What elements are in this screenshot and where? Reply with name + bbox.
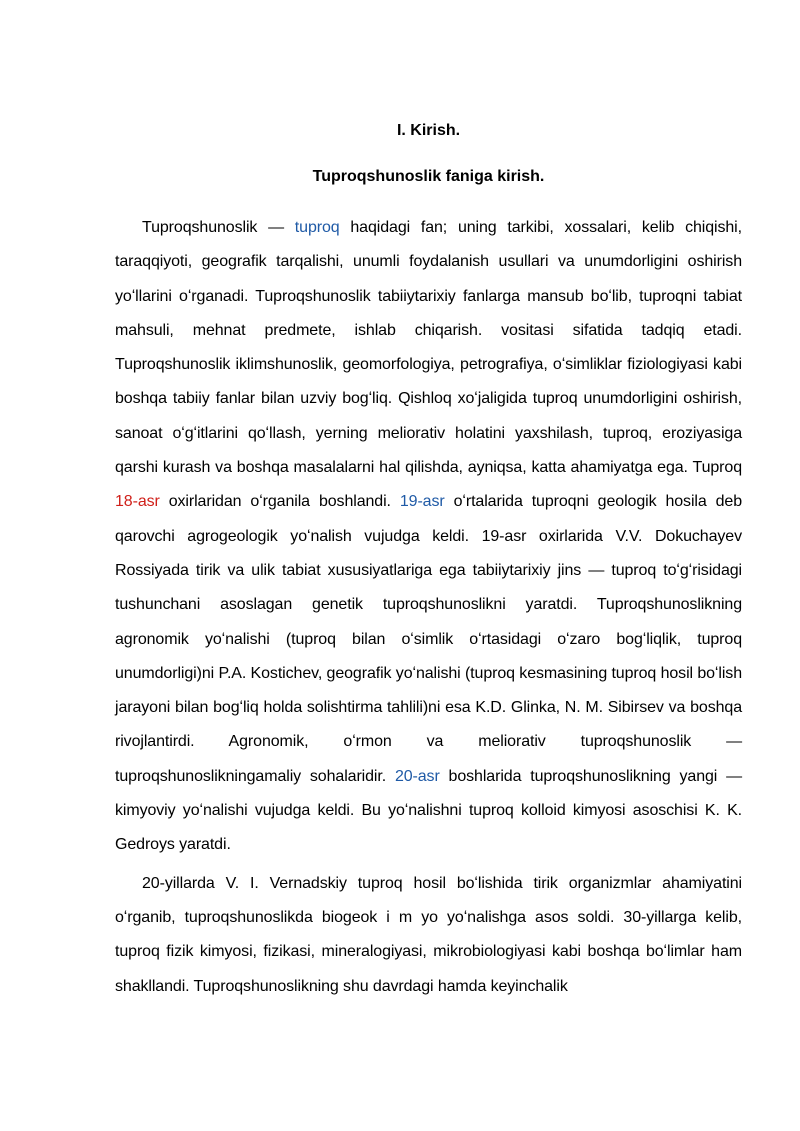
paragraph-2: 20-yillarda V. I. Vernadskiy tuproq hosil boʻlishida tirik organizmlar ahamiyatini oʻrganib, tuproqshunoslikda biogeok i m yo yoʻnalishga asos soldi. 30-yillarga kelib, tuproq fizik kimyosi, fizikasi, mineralogiyasi, mikrobiologiyasi kabi boshqa boʻlimlar ham shakllandi. Tuproqshunoslikning shu davrdagi hamda keyinchalik xyxy=(115,874,742,995)
paragraph-1-text-4: oʻrtalarida tuproqni geologik hosila deb qarovchi agrogeologik yoʻnalish vujudga keldi. 19-asr oxirlarida V.V. Dokuchayev Rossiyada tirik va ulik tabiat xususiyatlariga ega tabiiytarixiy jins — tuproq toʻgʻrisidagi tushunchani asoslagan genetik tuproqshunoslikni yaratdi. Tuproqshunoslikning agronomik yoʻnalishi (tuproq bilan oʻsimlik oʻrtasidagi oʻzaro bogʻliqlik, tuproq unumdorligi)ni P.A. Kostichev, geografik yoʻnalishi (tuproq kesmasining tuproq hosil boʻlish jarayoni bilan bogʻliq holda solishtirma tahlili)ni esa K.D. Glinka, N. M. Sibirsev va boshqa rivojlantirdi. Agronomik, oʻrmon va meliorativ tuproqshunoslik — tuproqshunoslikningamaliy sohalaridir. xyxy=(115,493,743,785)
paragraph-1-text-2: haqidagi fan; uning tarkibi, xossalari, kelib chiqishi, taraqqiyoti, geografik tarqalishi, unumli foydalanish usullari va unumdorligini oshirish yoʻllarini oʻrganadi. Tuproqshunoslik tabiiytarixiy fanlarga mansub boʻlib, tuproqni tabiat mahsuli, mehnat predmete, ishlab chiqarish. vositasi sifatida tadqiq etadi. Tuproqshunoslik iklimshunoslik, geomorfologiya, petrografiya, oʻsimliklar fiziologiyasi kabi boshqa tabiiy fanlar bilan uzviy bogʻliq. Qishloq xoʻjaligida tuproq unumdorligini oshirish, sanoat oʻgʻitlarini qoʻllash, yerning meliorativ holatini yaxshilash, tuproq, eroziyasiga qarshi kurash va boshqa masalalarni hal qilishda, ayniqsa, katta ahamiyatga ega. Tuproq xyxy=(115,219,742,477)
document-body xyxy=(115,118,742,1004)
section-subheading: Tuproqshunoslik faniga kirish. xyxy=(312,168,545,185)
link-20-asr[interactable]: 20-asr xyxy=(394,767,440,785)
paragraph-1-text-1: Tuproqshunoslik — xyxy=(142,219,295,236)
section-heading: I. Kirish. xyxy=(396,122,461,139)
link-18-asr[interactable]: 18-asr xyxy=(115,493,160,511)
link-19-asr[interactable]: 19-asr xyxy=(399,493,445,511)
paragraph-1 xyxy=(115,211,742,863)
paragraph-1-text-3: oxirlaridan oʻrganila boshlandi. xyxy=(159,493,400,511)
paragraph-1-text-5: boshlarida tuproqshunoslikning yangi — kimyoviy yoʻnalishi vujudga keldi. Bu yoʻnalishni tuproq kolloid kimyosi asoschisi K. K. Gedroys yaratdi. xyxy=(115,767,743,854)
link-tuproq[interactable]: tuproq xyxy=(294,219,340,236)
